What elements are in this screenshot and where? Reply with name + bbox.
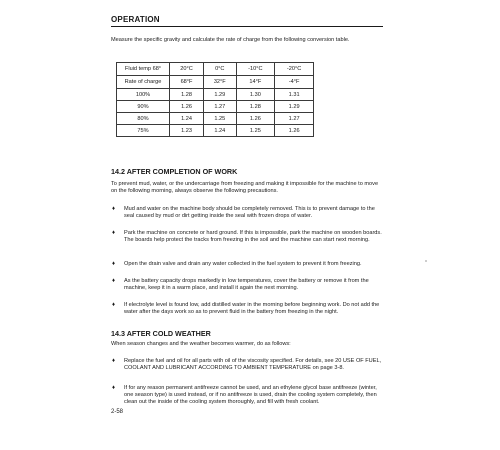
table-header-cell: 20°C	[170, 63, 204, 76]
list-item-text: As the battery capacity drops markedly in low temperatures, cover the battery or remove it from the machine, keep it in a warm place, and install it again the next morning.	[124, 278, 369, 292]
table-cell: 1.24	[170, 113, 204, 125]
diamond-bullet-icon: ♦	[112, 385, 116, 391]
table-cell: 90%	[117, 101, 170, 113]
table-cell: 1.23	[170, 125, 204, 137]
list-item-text: Open the drain valve and drain any water collected in the fuel system to prevent it from freezing.	[124, 261, 362, 267]
table-cell: 1.26	[236, 113, 275, 125]
table-cell: 1.26	[275, 125, 314, 137]
table-header-row	[117, 63, 314, 76]
list-item-text: Replace the fuel and oil for all parts with oil of the viscosity specified. For details, see 20 USE OF FUEL, COOLANT AND LUBRICANT ACCORDING TO AMBIENT TEMPERATURE on page 3-8.	[124, 358, 382, 372]
table-header-cell: 32°F	[204, 76, 236, 89]
table-cell: 1.28	[236, 101, 275, 113]
table-cell: 75%	[117, 125, 170, 137]
list-item-text: Mud and water on the machine body should be completely removed. This is to prevent damage to the seal caused by mud or dirt getting inside the seal with frozen drops of water.	[124, 206, 375, 220]
diamond-bullet-icon: ♦	[112, 302, 116, 308]
table-header-cell: 0°C	[204, 63, 236, 76]
list-item-text: Park the machine on concrete or hard ground. If this is impossible, park the machine on wooden boards. The boards help protect the tracks from freezing in the soil and the machine can start next morning.	[124, 230, 382, 244]
table-cell: 1.29	[204, 89, 236, 101]
table-cell: 1.26	[170, 101, 204, 113]
diamond-bullet-icon: ♦	[112, 358, 116, 364]
section-heading-after-completion: 14.2 AFTER COMPLETION OF WORK	[111, 167, 238, 176]
diamond-bullet-icon: ♦	[112, 261, 116, 267]
table-header-cell: -20°C	[275, 63, 314, 76]
section-intro-after-completion: To prevent mud, water, or the undercarriage from freezing and making it impossible for the machine to move on the following morning, always observe the following precautions.	[111, 181, 379, 195]
list-item-text: If for any reason permanent antifreeze cannot be used, and an ethylene glycol base antifreeze (winter, one season type) is used instead, or if no antifreeze is used, drain the cooling system completely, then clean out the inside of the cooling system thoroughly, and fill with fresh coolant.	[124, 385, 377, 406]
table-header-cell: 14°F	[236, 76, 275, 89]
table-row	[117, 113, 314, 125]
scan-speck	[425, 260, 427, 262]
table-cell: 100%	[117, 89, 170, 101]
table-cell: 1.28	[170, 89, 204, 101]
diamond-bullet-icon: ♦	[112, 230, 116, 236]
table-subheader-row	[117, 76, 314, 89]
table-row	[117, 101, 314, 113]
table-cell: 1.25	[236, 125, 275, 137]
diamond-bullet-icon: ♦	[112, 206, 116, 212]
table-cell: 1.30	[236, 89, 275, 101]
table-cell: 1.25	[204, 113, 236, 125]
table-header-cell: -10°C	[236, 63, 275, 76]
section-intro-after-cold-weather: When season changes and the weather becomes warmer, do as follows:	[111, 341, 291, 347]
table-cell: 1.27	[275, 113, 314, 125]
table-cell: 1.29	[275, 101, 314, 113]
conversion-table	[116, 62, 314, 137]
table-cell: 1.27	[204, 101, 236, 113]
table-row	[117, 125, 314, 137]
list-item-text: If electrolyte level is found low, add distilled water in the morning before beginning work. Do not add the water after the days work so as to prevent fluid in the battery from freezing in the night.	[124, 302, 380, 316]
table-header-cell: -4°F	[275, 76, 314, 89]
table-header-cell: Fluid temp 68°	[117, 63, 170, 76]
page-title: OPERATION	[111, 15, 383, 27]
table-header-cell: 68°F	[170, 76, 204, 89]
table-cell: 1.24	[204, 125, 236, 137]
table-header-cell: Rate of charge	[117, 76, 170, 89]
page-number: 2-58	[111, 409, 124, 415]
intro-text: Measure the specific gravity and calculate the rate of charge from the following conversion table.	[111, 37, 350, 43]
diamond-bullet-icon: ♦	[112, 278, 116, 284]
table-cell: 1.31	[275, 89, 314, 101]
section-heading-after-cold-weather: 14.3 AFTER COLD WEATHER	[111, 329, 211, 338]
table-row	[117, 89, 314, 101]
table-cell: 80%	[117, 113, 170, 125]
